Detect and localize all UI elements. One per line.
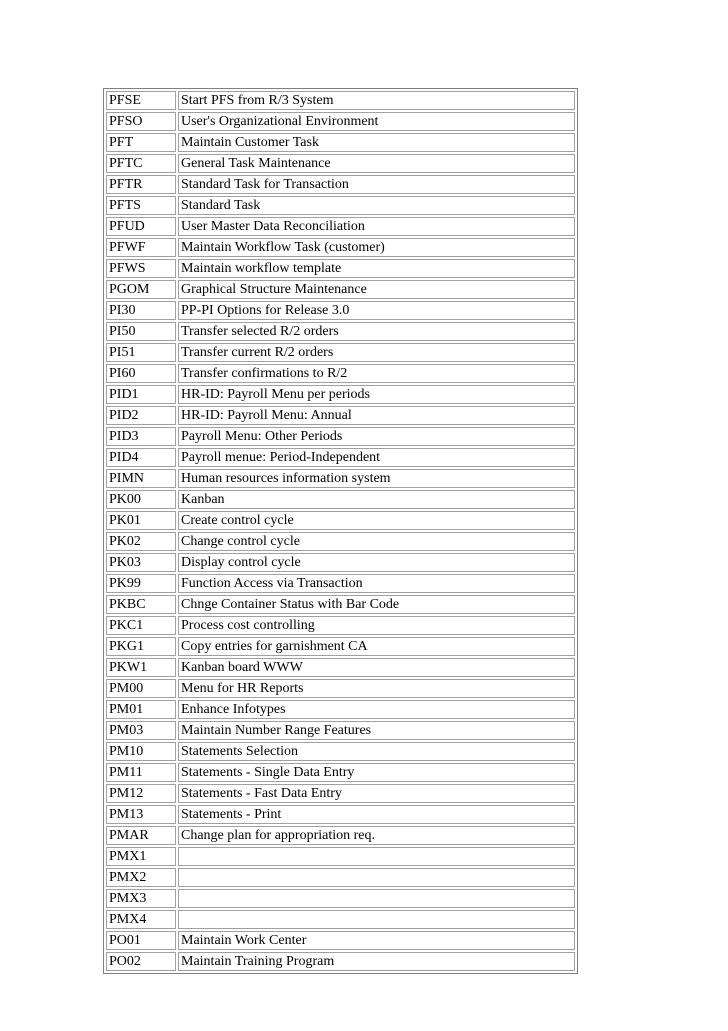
transaction-description-cell: Kanban board WWW [178,658,575,677]
transaction-description-cell: Chnge Container Status with Bar Code [178,595,575,614]
table-row [106,406,575,425]
transaction-description-cell: Create control cycle [178,511,575,530]
transaction-code-cell: PI30 [106,301,176,320]
transaction-code-cell: PIMN [106,469,176,488]
table-row [106,553,575,572]
transaction-description-cell: Transfer current R/2 orders [178,343,575,362]
transaction-description-cell: Maintain Work Center [178,931,575,950]
transaction-description-cell [178,868,575,887]
transaction-code-cell: PFUD [106,217,176,236]
table-row [106,931,575,950]
transaction-code-cell: PFT [106,133,176,152]
transaction-code-cell: PFTC [106,154,176,173]
table-row [106,574,575,593]
table-row [106,448,575,467]
table-row [106,616,575,635]
transaction-code-cell: PKG1 [106,637,176,656]
transaction-description-cell [178,847,575,866]
transaction-code-cell: PFWS [106,259,176,278]
table-row [106,301,575,320]
table-row [106,427,575,446]
table-row [106,637,575,656]
transaction-code-cell: PM00 [106,679,176,698]
transaction-description-cell: Start PFS from R/3 System [178,91,575,110]
transaction-code-cell: PO01 [106,931,176,950]
transaction-description-cell: General Task Maintenance [178,154,575,173]
transaction-code-cell: PMX2 [106,868,176,887]
transaction-description-cell: Process cost controlling [178,616,575,635]
transaction-description-cell: PP-PI Options for Release 3.0 [178,301,575,320]
table-row [106,742,575,761]
table-row [106,784,575,803]
transaction-description-cell: User Master Data Reconciliation [178,217,575,236]
transaction-description-cell: Maintain Workflow Task (customer) [178,238,575,257]
table-row [106,217,575,236]
transaction-description-cell: Change plan for appropriation req. [178,826,575,845]
table-row [106,91,575,110]
transaction-description-cell: Kanban [178,490,575,509]
transaction-code-cell: PK03 [106,553,176,572]
transaction-code-cell: PFTR [106,175,176,194]
table-row [106,196,575,215]
transaction-description-cell: Statements - Print [178,805,575,824]
transaction-code-cell: PKC1 [106,616,176,635]
transaction-description-cell: Change control cycle [178,532,575,551]
transaction-description-cell: Enhance Infotypes [178,700,575,719]
transaction-code-cell: PM03 [106,721,176,740]
transaction-description-cell: Copy entries for garnishment CA [178,637,575,656]
transaction-description-cell: Statements - Fast Data Entry [178,784,575,803]
transaction-code-cell: PID2 [106,406,176,425]
table-row [106,658,575,677]
table-row [106,280,575,299]
transaction-description-cell: Graphical Structure Maintenance [178,280,575,299]
transaction-code-cell: PID1 [106,385,176,404]
table-row [106,238,575,257]
transaction-code-cell: PMX4 [106,910,176,929]
table-row [106,868,575,887]
table-row [106,511,575,530]
transaction-code-cell: PFWF [106,238,176,257]
transaction-description-cell: HR-ID: Payroll Menu per periods [178,385,575,404]
transaction-description-cell: Maintain workflow template [178,259,575,278]
table-row [106,322,575,341]
transaction-code-cell: PID3 [106,427,176,446]
table-row [106,343,575,362]
transaction-description-cell: Human resources information system [178,469,575,488]
transaction-description-cell: Standard Task [178,196,575,215]
transaction-code-cell: PKW1 [106,658,176,677]
table-row [106,847,575,866]
transaction-description-cell: Transfer selected R/2 orders [178,322,575,341]
transaction-description-cell: User's Organizational Environment [178,112,575,131]
table-row [106,595,575,614]
table-row [106,532,575,551]
table-row [106,910,575,929]
table-row [106,112,575,131]
transaction-description-cell: Statements Selection [178,742,575,761]
transaction-code-cell: PO02 [106,952,176,971]
table-row [106,805,575,824]
transaction-description-cell: Maintain Training Program [178,952,575,971]
table-row [106,490,575,509]
transaction-description-cell: Payroll Menu: Other Periods [178,427,575,446]
transaction-code-cell: PMAR [106,826,176,845]
table-row [106,175,575,194]
table-row [106,154,575,173]
transaction-code-cell: PMX1 [106,847,176,866]
table-row [106,700,575,719]
transaction-code-table [103,88,578,974]
transaction-description-cell: Payroll menue: Period-Independent [178,448,575,467]
table-row [106,259,575,278]
transaction-code-cell: PM12 [106,784,176,803]
transaction-code-cell: PI51 [106,343,176,362]
transaction-description-cell: Maintain Number Range Features [178,721,575,740]
transaction-description-cell: Display control cycle [178,553,575,572]
transaction-description-cell: Maintain Customer Task [178,133,575,152]
transaction-code-cell: PM11 [106,763,176,782]
table-row [106,826,575,845]
table-body [106,91,575,971]
table-row [106,952,575,971]
table-row [106,763,575,782]
transaction-description-cell: Statements - Single Data Entry [178,763,575,782]
table-row [106,469,575,488]
transaction-code-cell: PFSE [106,91,176,110]
transaction-code-cell: PI60 [106,364,176,383]
table-row [106,385,575,404]
transaction-code-cell: PFTS [106,196,176,215]
transaction-code-cell: PFSO [106,112,176,131]
transaction-description-cell: Function Access via Transaction [178,574,575,593]
table-row [106,133,575,152]
transaction-description-cell: Transfer confirmations to R/2 [178,364,575,383]
transaction-description-cell: HR-ID: Payroll Menu: Annual [178,406,575,425]
transaction-code-cell: PGOM [106,280,176,299]
transaction-code-cell: PMX3 [106,889,176,908]
transaction-code-cell: PK02 [106,532,176,551]
transaction-code-cell: PM01 [106,700,176,719]
table-row [106,679,575,698]
table-row [106,364,575,383]
transaction-code-cell: PID4 [106,448,176,467]
transaction-description-cell [178,889,575,908]
transaction-description-cell [178,910,575,929]
table-row [106,889,575,908]
transaction-code-cell: PK00 [106,490,176,509]
transaction-code-cell: PI50 [106,322,176,341]
transaction-code-cell: PK01 [106,511,176,530]
transaction-code-cell: PM13 [106,805,176,824]
table-row [106,721,575,740]
transaction-description-cell: Menu for HR Reports [178,679,575,698]
transaction-code-cell: PK99 [106,574,176,593]
transaction-code-cell: PKBC [106,595,176,614]
transaction-code-cell: PM10 [106,742,176,761]
transaction-description-cell: Standard Task for Transaction [178,175,575,194]
